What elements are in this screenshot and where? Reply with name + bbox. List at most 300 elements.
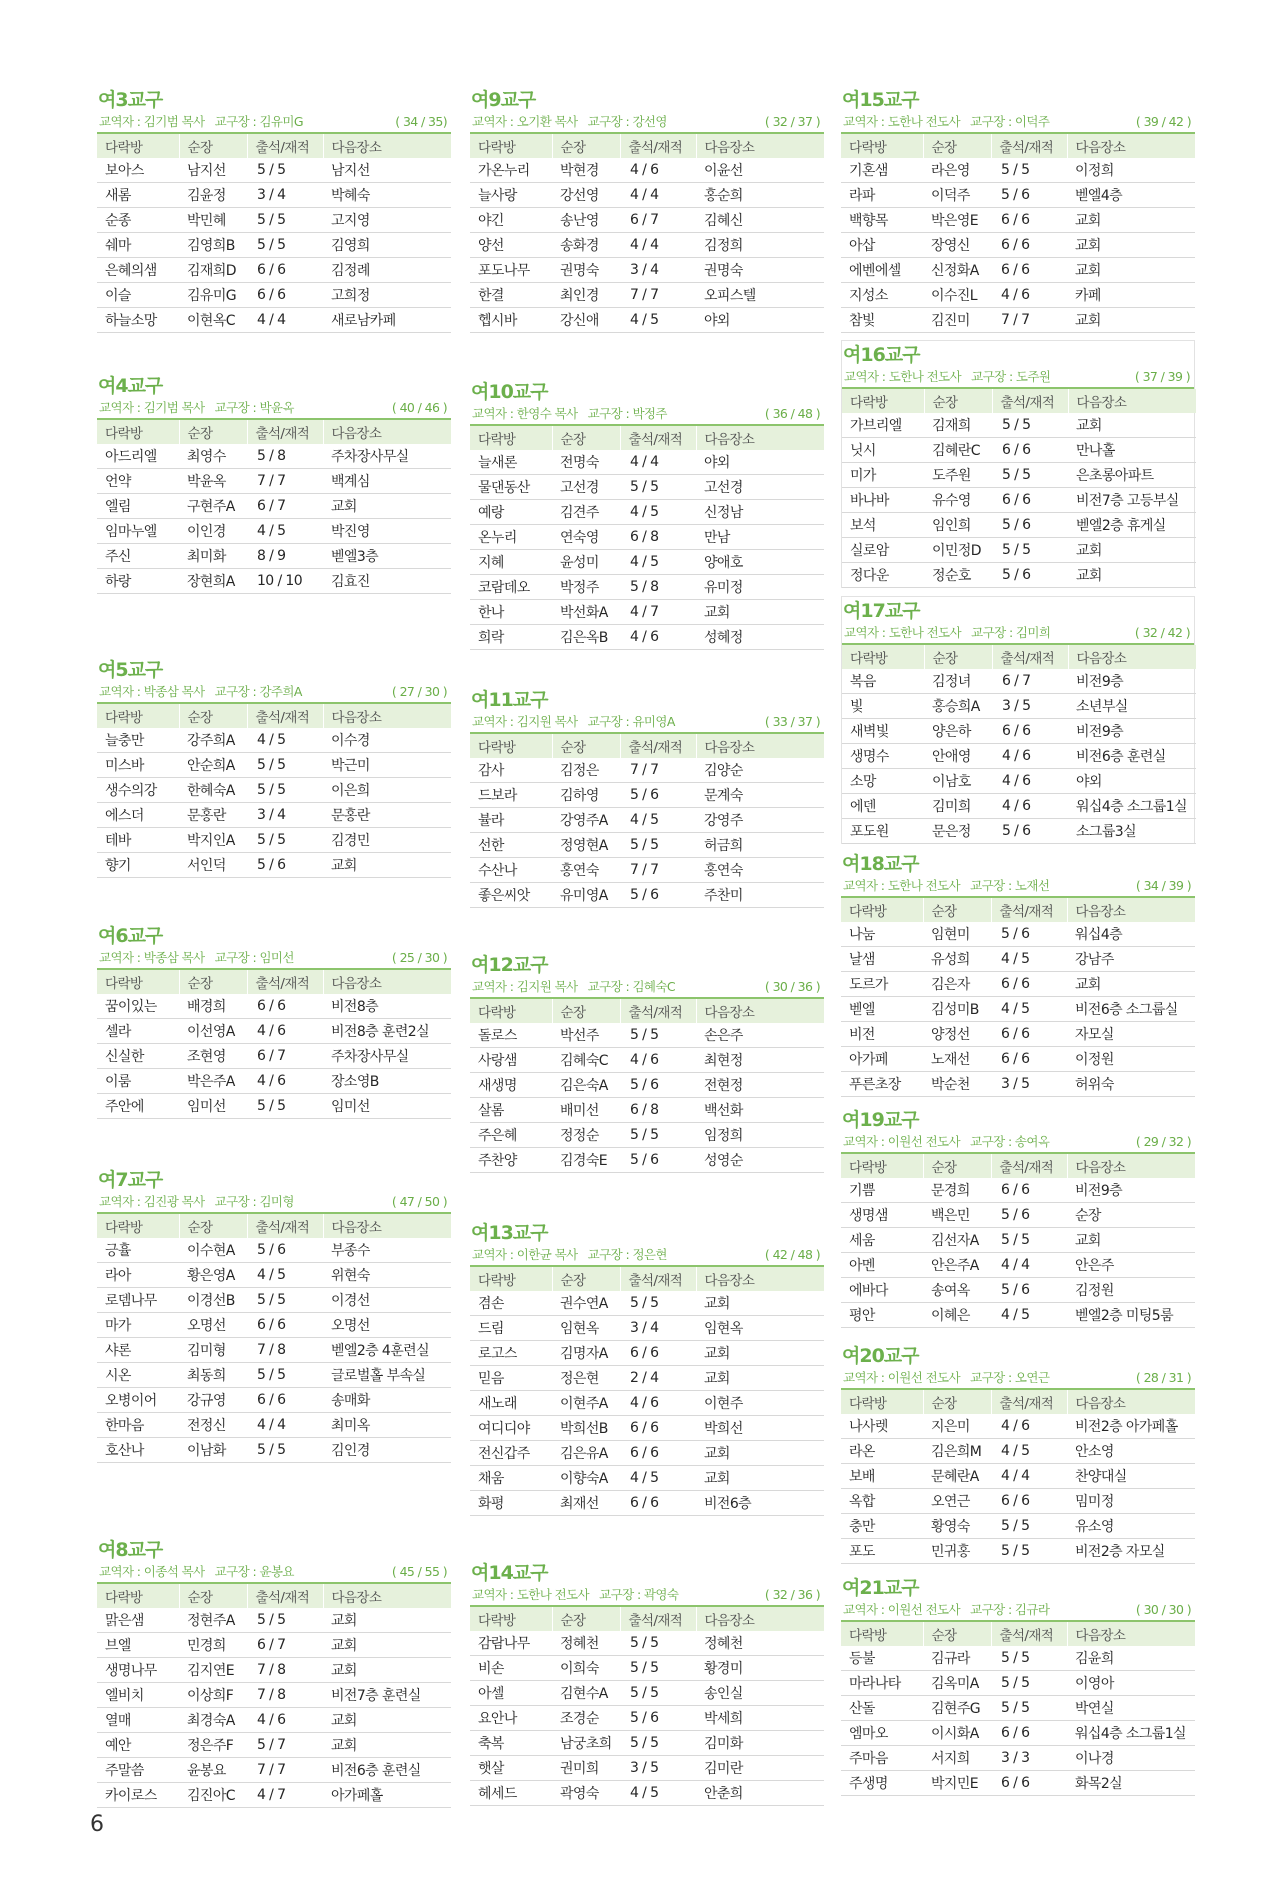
leader-cell: 강규영 <box>179 1388 247 1413</box>
table-header-row <box>842 389 1196 413</box>
attendance-cell: 8 / 9 <box>247 544 323 569</box>
attendance-cell: 5 / 5 <box>247 753 323 778</box>
district-meta <box>470 977 824 999</box>
table-row <box>841 1022 1195 1047</box>
group-name: 드림 <box>470 1316 552 1341</box>
group-name: 주신 <box>97 544 179 569</box>
header-next-place: 다음장소 <box>1068 645 1196 669</box>
table-row <box>842 513 1196 538</box>
district-meta <box>470 1245 824 1267</box>
leader-cell: 이덕주 <box>923 183 991 208</box>
district-table <box>97 420 452 594</box>
table-row <box>97 283 451 308</box>
next-place-cell: 밈미정 <box>1067 1489 1195 1514</box>
district-table <box>97 970 452 1119</box>
group-name: 실로암 <box>842 538 924 563</box>
district-meta <box>97 112 451 134</box>
group-name: 양선 <box>470 233 552 258</box>
leader-cell: 강영주A <box>552 808 620 833</box>
next-place-cell: 교회 <box>323 1633 451 1658</box>
table-row <box>841 1203 1195 1228</box>
header-group: 다락방 <box>97 134 179 158</box>
header-group: 다락방 <box>470 999 552 1023</box>
district-block <box>470 380 824 650</box>
group-name: 아드리엘 <box>97 444 179 469</box>
attendance-cell: 5 / 5 <box>992 538 1068 563</box>
table-row <box>97 469 451 494</box>
district-title: 여10교구 <box>471 381 548 403</box>
table-row <box>841 308 1195 333</box>
next-place-cell: 교회 <box>1068 413 1196 438</box>
next-place-cell: 교회 <box>1067 308 1195 333</box>
table-row <box>97 1708 451 1733</box>
table-row <box>97 208 451 233</box>
leader-cell: 안은주A <box>923 1253 991 1278</box>
district-meta <box>97 1192 451 1214</box>
table-row <box>841 1646 1195 1671</box>
group-name: 테바 <box>97 828 179 853</box>
next-place-cell: 안춘희 <box>696 1781 824 1806</box>
district-staff <box>99 398 294 418</box>
table-row <box>841 1278 1195 1303</box>
leader-cell: 김은옥B <box>552 625 620 650</box>
group-name: 드보라 <box>470 783 552 808</box>
table-row <box>470 858 824 883</box>
attendance-total: ( 33 / 37 ) <box>764 714 820 729</box>
leader-name: 교구장 : 오연근 <box>970 1370 1050 1385</box>
header-attendance: 출석/재적 <box>991 1390 1067 1414</box>
spacer <box>961 369 971 384</box>
district-staff <box>843 876 1049 896</box>
leader-cell: 윤봉요 <box>179 1758 247 1783</box>
attendance-cell: 5 / 5 <box>620 475 696 500</box>
attendance-cell: 5 / 7 <box>247 1733 323 1758</box>
leader-cell: 김지연E <box>179 1658 247 1683</box>
header-group: 다락방 <box>97 1584 179 1608</box>
district-block <box>841 1344 1195 1564</box>
district-staff <box>472 404 667 424</box>
next-place-cell: 손은주 <box>696 1023 824 1048</box>
header-attendance: 출석/재적 <box>991 134 1067 158</box>
group-name: 새벽빛 <box>842 719 924 744</box>
next-place-cell: 소그룹3실 <box>1068 819 1196 844</box>
leader-cell: 김하영 <box>552 783 620 808</box>
leader-cell: 문은정 <box>924 819 992 844</box>
spacer <box>578 406 588 421</box>
attendance-cell: 6 / 6 <box>620 1416 696 1441</box>
table-row <box>97 994 451 1019</box>
district-table <box>470 999 825 1173</box>
table-row <box>470 758 824 783</box>
district-meta <box>841 876 1195 898</box>
minister-name: 교역자 : 도한나 전도사 <box>843 114 961 129</box>
attendance-cell: 4 / 5 <box>991 1439 1067 1464</box>
attendance-cell: 5 / 5 <box>247 1438 323 1463</box>
attendance-cell: 3 / 4 <box>247 803 323 828</box>
attendance-cell: 4 / 6 <box>991 283 1067 308</box>
table-row <box>842 488 1196 513</box>
minister-name: 교역자 : 김지원 목사 <box>472 714 578 729</box>
table-row <box>470 1706 824 1731</box>
leader-cell: 이수진L <box>923 283 991 308</box>
group-name: 보배 <box>841 1464 923 1489</box>
district-meta <box>841 112 1195 134</box>
next-place-cell: 유미정 <box>696 575 824 600</box>
header-next-place: 다음장소 <box>1067 1154 1195 1178</box>
leader-cell: 김명자A <box>552 1341 620 1366</box>
district-staff <box>472 112 667 132</box>
header-next-place: 다음장소 <box>1067 134 1195 158</box>
group-name: 소망 <box>842 769 924 794</box>
leader-cell: 유수영 <box>924 488 992 513</box>
attendance-cell: 4 / 5 <box>620 808 696 833</box>
group-name: 오병이어 <box>97 1388 179 1413</box>
header-next-place: 다음장소 <box>323 970 451 994</box>
group-name: 세움 <box>841 1228 923 1253</box>
table-header-row <box>470 999 824 1023</box>
attendance-cell: 4 / 5 <box>247 728 323 753</box>
next-place-cell: 교회 <box>696 1441 824 1466</box>
attendance-cell: 5 / 5 <box>247 778 323 803</box>
leader-cell: 박민혜 <box>179 208 247 233</box>
next-place-cell: 김효진 <box>323 569 451 594</box>
leader-cell: 정현주A <box>179 1608 247 1633</box>
district-table <box>470 1607 825 1806</box>
leader-name: 교구장 : 김미희 <box>971 625 1051 640</box>
group-name: 코람데오 <box>470 575 552 600</box>
next-place-cell: 임정희 <box>696 1123 824 1148</box>
district-block <box>97 1168 451 1463</box>
district-staff <box>472 1245 667 1265</box>
attendance-cell: 6 / 6 <box>992 488 1068 513</box>
table-header-row <box>97 1584 451 1608</box>
header-leader: 순장 <box>552 734 620 758</box>
group-name: 가브리엘 <box>842 413 924 438</box>
next-place-cell: 문계숙 <box>696 783 824 808</box>
district-meta <box>842 623 1194 645</box>
next-place-cell: 김인경 <box>323 1438 451 1463</box>
attendance-cell: 7 / 7 <box>620 758 696 783</box>
attendance-cell: 4 / 4 <box>247 308 323 333</box>
leader-cell: 권미희 <box>552 1756 620 1781</box>
group-name: 좋은씨앗 <box>470 883 552 908</box>
leader-cell: 김은숙A <box>552 1073 620 1098</box>
table-header-row <box>470 426 824 450</box>
district-table <box>97 1584 452 1808</box>
leader-cell: 오명선 <box>179 1313 247 1338</box>
attendance-cell: 5 / 5 <box>991 1539 1067 1564</box>
attendance-cell: 5 / 5 <box>620 833 696 858</box>
next-place-cell: 안소영 <box>1067 1439 1195 1464</box>
leader-cell: 장현희A <box>179 569 247 594</box>
header-group: 다락방 <box>470 1267 552 1291</box>
district-staff <box>844 367 1050 387</box>
district-table <box>841 898 1196 1097</box>
group-name: 전신갑주 <box>470 1441 552 1466</box>
header-attendance: 출석/재적 <box>620 1267 696 1291</box>
next-place-cell: 박혜숙 <box>323 183 451 208</box>
group-name: 로뎀나무 <box>97 1288 179 1313</box>
table-row <box>470 1466 824 1491</box>
header-next-place: 다음장소 <box>1067 898 1195 922</box>
leader-cell: 홍승희A <box>924 694 992 719</box>
leader-cell: 홍연숙 <box>552 858 620 883</box>
leader-cell: 김경숙E <box>552 1148 620 1173</box>
table-row <box>470 1656 824 1681</box>
next-place-cell: 이은희 <box>323 778 451 803</box>
header-attendance: 출석/재적 <box>247 704 323 728</box>
attendance-cell: 4 / 4 <box>247 1413 323 1438</box>
table-row <box>841 1228 1195 1253</box>
next-place-cell: 워십4층 소그룹1실 <box>1067 1721 1195 1746</box>
attendance-cell: 7 / 7 <box>247 1758 323 1783</box>
table-row <box>97 1313 451 1338</box>
table-row <box>470 500 824 525</box>
attendance-total: ( 37 / 39 ) <box>1134 369 1190 384</box>
next-place-cell: 교회 <box>323 1658 451 1683</box>
attendance-cell: 4 / 6 <box>247 1708 323 1733</box>
next-place-cell: 주차장사무실 <box>323 444 451 469</box>
leader-cell: 박은주A <box>179 1069 247 1094</box>
leader-cell: 정정순 <box>552 1123 620 1148</box>
group-name: 하늘소망 <box>97 308 179 333</box>
leader-cell: 안애영 <box>924 744 992 769</box>
next-place-cell: 교회 <box>323 853 451 878</box>
table-header-row <box>97 970 451 994</box>
next-place-cell: 허위숙 <box>1067 1072 1195 1097</box>
district-table <box>470 1267 825 1516</box>
next-place-cell: 벧엘2층 4훈련실 <box>323 1338 451 1363</box>
attendance-cell: 6 / 6 <box>991 972 1067 997</box>
header-group: 다락방 <box>841 1154 923 1178</box>
header-leader: 순장 <box>923 898 991 922</box>
leader-cell: 오연근 <box>923 1489 991 1514</box>
header-attendance: 출석/재적 <box>620 999 696 1023</box>
header-leader: 순장 <box>179 970 247 994</box>
header-group: 다락방 <box>841 898 923 922</box>
attendance-cell: 4 / 4 <box>620 183 696 208</box>
group-name: 새노래 <box>470 1391 552 1416</box>
leader-cell: 박선주 <box>552 1023 620 1048</box>
header-leader: 순장 <box>179 134 247 158</box>
next-place-cell: 야외 <box>1068 769 1196 794</box>
group-name: 이룸 <box>97 1069 179 1094</box>
attendance-total: ( 25 / 30 ) <box>391 950 447 965</box>
attendance-cell: 6 / 6 <box>991 1178 1067 1203</box>
spacer <box>960 114 970 129</box>
next-place-cell: 고희정 <box>323 283 451 308</box>
attendance-cell: 2 / 4 <box>620 1366 696 1391</box>
table-row <box>841 1414 1195 1439</box>
leader-cell: 최경숙A <box>179 1708 247 1733</box>
next-place-cell: 교회 <box>323 1708 451 1733</box>
header-next-place: 다음장소 <box>323 134 451 158</box>
header-next-place: 다음장소 <box>1067 1622 1195 1646</box>
attendance-cell: 4 / 5 <box>247 519 323 544</box>
table-row <box>470 1681 824 1706</box>
table-row <box>470 450 824 475</box>
district-title: 여4교구 <box>98 375 163 397</box>
attendance-total: ( 39 / 42 ) <box>1135 114 1191 129</box>
leader-cell: 권수연A <box>552 1291 620 1316</box>
next-place-cell: 위현숙 <box>323 1263 451 1288</box>
spacer <box>205 400 215 415</box>
table-row <box>97 1019 451 1044</box>
district-staff <box>843 112 1049 132</box>
group-name: 샤론 <box>97 1338 179 1363</box>
attendance-cell: 4 / 6 <box>991 1414 1067 1439</box>
table-header-row <box>841 134 1195 158</box>
table-header-row <box>97 134 451 158</box>
header-attendance: 출석/재적 <box>620 426 696 450</box>
next-place-cell: 황경미 <box>696 1656 824 1681</box>
header-next-place: 다음장소 <box>1068 389 1196 413</box>
spacer <box>578 114 588 129</box>
district-meta <box>97 682 451 704</box>
group-name: 헵시바 <box>470 308 552 333</box>
district-title: 여7교구 <box>98 1169 163 1191</box>
table-row <box>97 1608 451 1633</box>
attendance-total: ( 27 / 30 ) <box>391 684 447 699</box>
next-place-cell: 고지영 <box>323 208 451 233</box>
district-block <box>97 1538 451 1808</box>
leader-cell: 이현옥C <box>179 308 247 333</box>
next-place-cell: 비전2층 자모실 <box>1067 1539 1195 1564</box>
table-row <box>97 803 451 828</box>
group-name: 햇살 <box>470 1756 552 1781</box>
leader-cell: 김은희M <box>923 1439 991 1464</box>
next-place-cell: 비전6층 훈련실 <box>1068 744 1196 769</box>
leader-name: 교구장 : 김미형 <box>214 1194 294 1209</box>
next-place-cell: 홍연숙 <box>696 858 824 883</box>
attendance-cell: 6 / 6 <box>620 1491 696 1516</box>
district-staff <box>472 712 675 732</box>
district-title: 여3교구 <box>98 89 163 111</box>
next-place-cell: 순장 <box>1067 1203 1195 1228</box>
table-row <box>841 283 1195 308</box>
spacer <box>960 878 970 893</box>
minister-name: 교역자 : 이원선 전도사 <box>843 1602 961 1617</box>
table-row <box>841 972 1195 997</box>
next-place-cell: 이정희 <box>1067 158 1195 183</box>
leader-cell: 김재희 <box>924 413 992 438</box>
header-next-place: 다음장소 <box>696 1267 824 1291</box>
attendance-cell: 6 / 6 <box>620 1441 696 1466</box>
header-next-place: 다음장소 <box>323 1584 451 1608</box>
leader-cell: 김규라 <box>923 1646 991 1671</box>
group-name: 보석 <box>842 513 924 538</box>
leader-cell: 배경희 <box>179 994 247 1019</box>
next-place-cell: 김윤희 <box>1067 1646 1195 1671</box>
minister-name: 교역자 : 김진광 목사 <box>99 1194 205 1209</box>
page-number: 6 <box>90 1812 104 1837</box>
spacer <box>960 1134 970 1149</box>
next-place-cell: 만남 <box>696 525 824 550</box>
minister-name: 교역자 : 이종석 목사 <box>99 1564 205 1579</box>
next-place-cell: 남지선 <box>323 158 451 183</box>
leader-cell: 문경희 <box>923 1178 991 1203</box>
next-place-cell: 벧엘2층 미팅5룸 <box>1067 1303 1195 1328</box>
attendance-cell: 4 / 4 <box>620 450 696 475</box>
attendance-cell: 6 / 7 <box>992 669 1068 694</box>
table-row <box>97 183 451 208</box>
group-name: 에스더 <box>97 803 179 828</box>
attendance-cell: 6 / 6 <box>247 283 323 308</box>
header-leader: 순장 <box>552 426 620 450</box>
next-place-cell: 야외 <box>696 308 824 333</box>
spacer <box>589 1587 599 1602</box>
group-name: 에바다 <box>841 1278 923 1303</box>
next-place-cell: 비전7층 고등부실 <box>1068 488 1196 513</box>
group-name: 백향목 <box>841 208 923 233</box>
next-place-cell: 교회 <box>696 1466 824 1491</box>
district-title: 여19교구 <box>842 1109 919 1131</box>
next-place-cell: 박연실 <box>1067 1696 1195 1721</box>
next-place-cell: 문홍란 <box>323 803 451 828</box>
leader-name: 교구장 : 김유미G <box>214 114 303 129</box>
next-place-cell: 교회 <box>1067 258 1195 283</box>
header-attendance: 출석/재적 <box>992 389 1068 413</box>
table-row <box>470 833 824 858</box>
table-row <box>470 158 824 183</box>
district-table <box>97 704 452 878</box>
group-name: 충만 <box>841 1514 923 1539</box>
table-row <box>841 1464 1195 1489</box>
attendance-total: ( 30 / 30 ) <box>1135 1602 1191 1617</box>
group-name: 참빛 <box>841 308 923 333</box>
leader-cell: 한혜숙A <box>179 778 247 803</box>
leader-cell: 백은민 <box>923 1203 991 1228</box>
table-row <box>841 1489 1195 1514</box>
next-place-cell: 비전9층 <box>1067 1178 1195 1203</box>
attendance-cell: 7 / 7 <box>620 283 696 308</box>
district-meta <box>470 404 824 426</box>
attendance-total: ( 47 / 50 ) <box>391 1194 447 1209</box>
table-row <box>470 1123 824 1148</box>
next-place-cell: 김경민 <box>323 828 451 853</box>
next-place-cell: 김영희 <box>323 233 451 258</box>
leader-cell: 김혜숙C <box>552 1048 620 1073</box>
table-header-row <box>470 1607 824 1631</box>
leader-cell: 김진아C <box>179 1783 247 1808</box>
attendance-cell: 5 / 6 <box>247 1238 323 1263</box>
attendance-cell: 6 / 6 <box>991 1489 1067 1514</box>
table-row <box>841 1671 1195 1696</box>
next-place-cell: 비전2층 아가페홀 <box>1067 1414 1195 1439</box>
table-row <box>842 744 1196 769</box>
table-row <box>842 769 1196 794</box>
minister-name: 교역자 : 박종삼 목사 <box>99 950 205 965</box>
table-row <box>470 1366 824 1391</box>
attendance-cell: 4 / 6 <box>992 744 1068 769</box>
district-meta <box>470 112 824 134</box>
leader-name: 교구장 : 윤봉요 <box>214 1564 294 1579</box>
district-staff <box>99 112 303 132</box>
leader-cell: 남지선 <box>179 158 247 183</box>
next-place-cell: 화목2실 <box>1067 1771 1195 1796</box>
attendance-cell: 5 / 6 <box>991 1278 1067 1303</box>
district-staff <box>99 1562 294 1582</box>
table-row <box>842 413 1196 438</box>
next-place-cell: 글로벌홀 부속실 <box>323 1363 451 1388</box>
group-name: 주마음 <box>841 1746 923 1771</box>
header-attendance: 출석/재적 <box>620 134 696 158</box>
group-name: 닛시 <box>842 438 924 463</box>
next-place-cell: 박근미 <box>323 753 451 778</box>
header-leader: 순장 <box>924 389 992 413</box>
group-name: 엘림 <box>97 494 179 519</box>
leader-name: 교구장 : 정은현 <box>587 1247 667 1262</box>
